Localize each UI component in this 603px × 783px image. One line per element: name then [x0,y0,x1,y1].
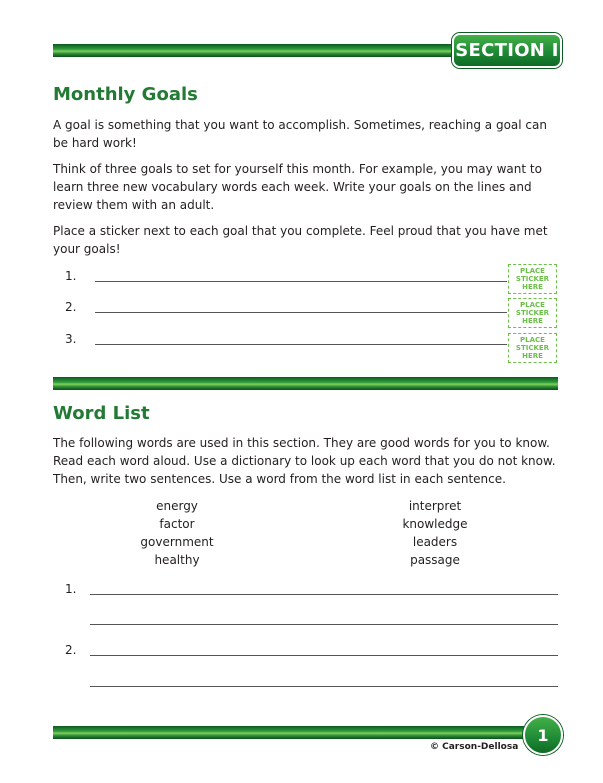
page-number-badge: 1 [523,715,563,755]
sentence-line-2a[interactable] [90,655,558,656]
section-tab: SECTION I [452,33,562,68]
word-right-4: passage [410,553,460,567]
word-list-heading: Word List [53,403,150,424]
goals-paragraph-3: Place a sticker next to each goal that you complete. Feel proud that you have met your goals! [53,224,548,256]
sticker-box-3[interactable]: PLACE STICKER HERE [508,333,557,363]
sentence-number-2: 2. [65,643,77,657]
word-left-2: factor [159,517,195,531]
goal-line-3[interactable] [95,344,507,345]
word-left-3: government [140,535,214,549]
middle-green-bar [53,377,558,390]
word-right-3: leaders [412,535,458,549]
goals-paragraph-1: A goal is something that you want to accomplish. Sometimes, reaching a goal can be hard work! [53,118,547,150]
goal-line-2[interactable] [95,312,507,313]
word-right-2: knowledge [402,517,468,531]
monthly-goals-heading: Monthly Goals [53,84,198,105]
sentence-line-1b[interactable] [90,624,558,625]
goal-number-2: 2. [65,300,77,314]
sticker-box-1[interactable]: PLACE STICKER HERE [508,264,557,294]
sticker-box-2[interactable]: PLACE STICKER HERE [508,298,557,328]
sentence-number-1: 1. [65,582,77,596]
sentence-line-2b[interactable] [90,686,558,687]
word-left-1: energy [156,499,198,513]
goals-paragraph-2: Think of three goals to set for yourself this month. For example, you may want to learn three new vocabulary words each week. Write your goals on the lines and review them with an adult. [53,162,542,212]
goal-number-1: 1. [65,269,77,283]
bottom-green-bar [53,726,543,739]
copyright-text: © Carson-Dellosa [430,742,519,752]
word-list-intro: The following words are used in this section. They are good words for you to know. Read each word aloud. Use a dictionary to look up each word that you do not know. Then, write two sentences. Use a word from the word list in each sentence. [53,436,556,486]
word-left-4: healthy [154,553,200,567]
word-right-1: interpret [408,499,462,513]
goal-line-1[interactable] [95,281,507,282]
goal-number-3: 3. [65,332,77,346]
sentence-line-1a[interactable] [90,594,558,595]
